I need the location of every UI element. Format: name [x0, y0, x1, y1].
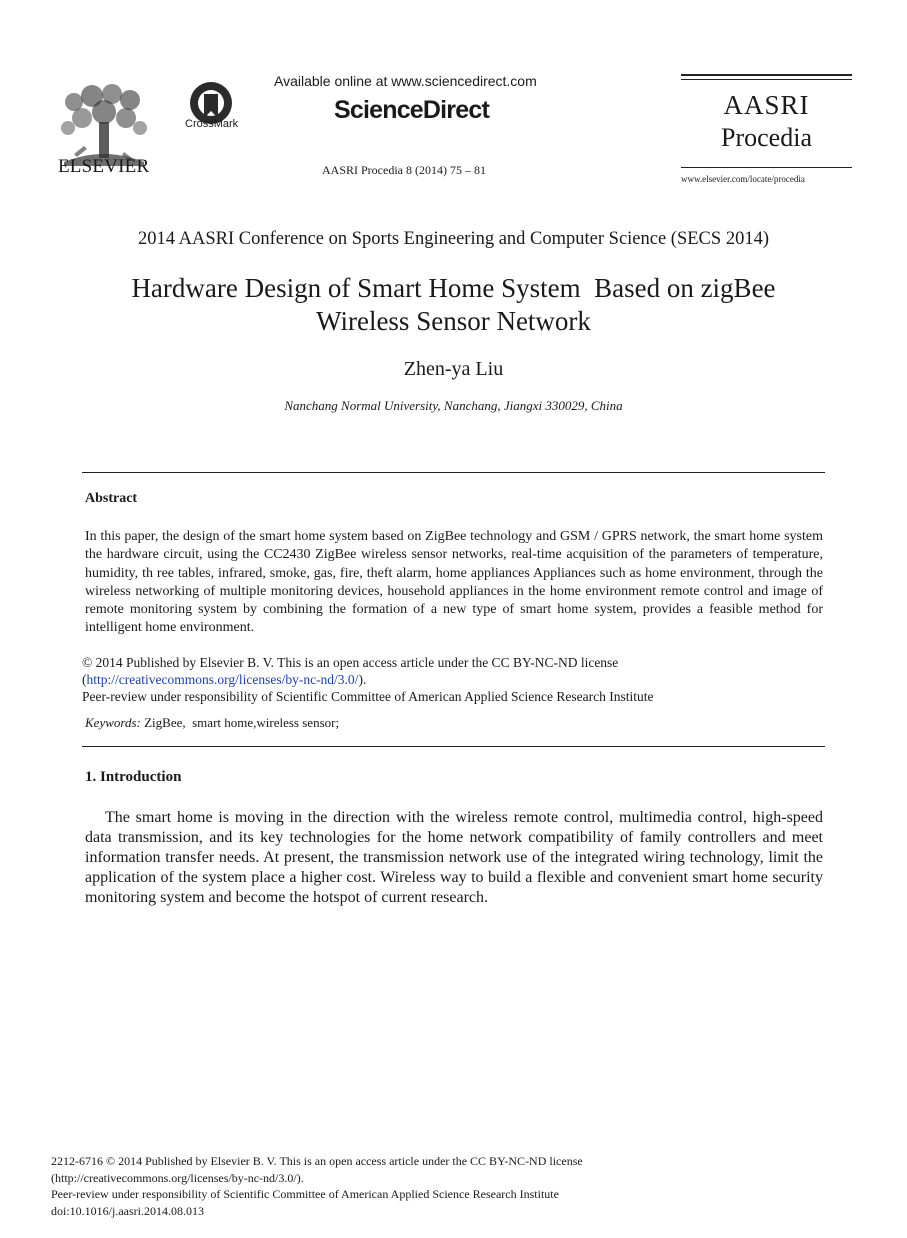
peer-review-statement: Peer-review under responsibility of Scientific Committee of American Applied Science Research Institute [82, 689, 654, 704]
conference-name: 2014 AASRI Conference on Sports Engineering and Computer Science (SECS 2014) [138, 229, 769, 249]
available-online-text: Available online at www.sciencedirect.com [274, 73, 537, 89]
journal-name: Procedia [721, 123, 812, 152]
keywords-label: Keywords: [85, 715, 141, 730]
abstract-bottom-rule [82, 746, 825, 747]
license-url-line [82, 671, 824, 688]
paper-title [60, 272, 847, 338]
publisher-name: ELSEVIER [58, 156, 150, 177]
author-name: Zhen-ya Liu [403, 358, 504, 380]
footer-doi[interactable]: doi:10.1016/j.aasri.2014.08.013 [51, 1203, 204, 1218]
abstract-text: In this paper, the design of the smart home system based on ZigBee technology and GSM / GPRS network, the smart home system the hardware circuit, using the CC2430 ZigBee wireless sensor networks, real-time acquisition of the parameters of temperature, humidity, th ree tables, infrared, smoke, gas, fire, theft alarm, home appliances Appliances such as home environment, through the wireless networking of multiple monitoring devices, household appliances in the home environment remote control and image of remote monitoring system by combining the formation of a new type of smart home system, provides a feasible method for intelligent home environment. [85, 529, 823, 636]
journal-url[interactable]: www.elsevier.com/locate/procedia [681, 174, 805, 184]
footer-peer-review: Peer-review under responsibility of Scientific Committee of American Applied Science Research Institute [51, 1187, 559, 1201]
paper-title-line-1: Hardware Design of Smart Home System Based on zigBee [131, 273, 776, 303]
keywords [85, 715, 339, 731]
introduction-text [85, 808, 823, 908]
author-affiliation: Nanchang Normal University, Nanchang, Jiangxi 330029, China [284, 398, 623, 413]
paper-title-line-2: Wireless Sensor Network [316, 306, 591, 336]
abstract-top-rule [82, 472, 825, 473]
journal-short-name: AASRI [723, 90, 810, 120]
license-close-paren: ). [358, 672, 367, 687]
footer-issn-license: 2212-6716 © 2014 Published by Elsevier B. V. This is an open access article under the CC BY-NC-ND license [51, 1154, 583, 1168]
license-block [82, 654, 824, 705]
license-url-link[interactable]: http://creativecommons.org/licenses/by-nc-nd/3.0/ [86, 672, 359, 687]
keywords-values: ZigBee, smart home,wireless sensor; [140, 715, 340, 730]
license-statement: © 2014 Published by Elsevier B. V. This is an open access article under the CC BY-NC-ND license [82, 655, 619, 670]
footer-license-url[interactable]: (http://creativecommons.org/licenses/by-nc-nd/3.0/). [51, 1170, 304, 1185]
abstract-heading: Abstract [85, 491, 138, 506]
journal-citation: AASRI Procedia 8 (2014) 75 – 81 [322, 163, 486, 177]
journal-rule-bottom [681, 167, 852, 168]
journal-rule-top [681, 74, 852, 76]
introduction-paragraph: The smart home is moving in the direction with the wireless remote control, multimedia control, high-speed data transmission, and its key technologies for the home network compatibility of family controllers and meet information transfer needs. At present, the transmission network use of the integrated wiring technology, limit the application of the system place a higher cost. Wireless way to build a flexible and convenient smart home security monitoring system and become the hotspot of current research. [85, 809, 823, 906]
crossmark-label: CrossMark [185, 118, 239, 130]
journal-rule-top-thin [681, 79, 852, 80]
introduction-heading: 1. Introduction [85, 769, 182, 785]
sciencedirect-logo[interactable]: ScienceDirect [334, 96, 489, 124]
page-footer [51, 1153, 811, 1219]
license-open-paren: ( [82, 672, 87, 687]
